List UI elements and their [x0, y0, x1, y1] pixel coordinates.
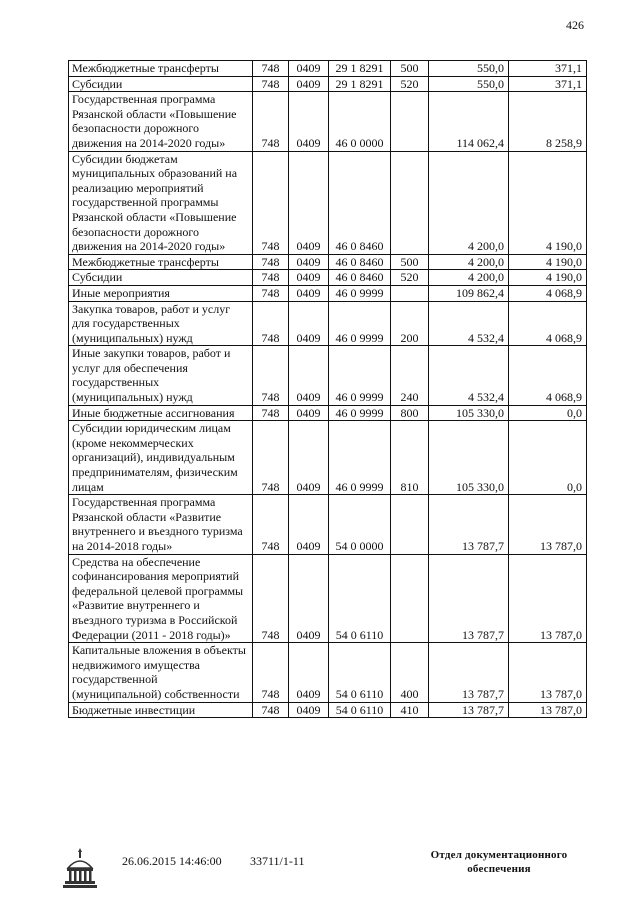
cell-section-code: 0409: [289, 346, 329, 405]
cell-expense-type: [391, 495, 429, 554]
cell-fact-amount: 371,1: [509, 76, 587, 92]
cell-admin-code: 748: [253, 285, 289, 301]
cell-expense-type: 410: [391, 702, 429, 718]
cell-target-code: 29 1 8291: [329, 76, 391, 92]
cell-admin-code: 748: [253, 405, 289, 421]
footer-datetime: 26.06.2015 14:46:00: [122, 854, 222, 868]
cell-expense-type: 810: [391, 421, 429, 495]
cell-expense-type: 800: [391, 405, 429, 421]
footer-document-code: 33711/1-11: [250, 854, 305, 868]
cell-admin-code: 748: [253, 495, 289, 554]
cell-fact-amount: 4 068,9: [509, 285, 587, 301]
cell-name: Капитальные вложения в объекты недвижимого имущества государственной (муниципальной) собственности: [69, 643, 253, 702]
cell-admin-code: 748: [253, 151, 289, 254]
cell-plan-amount: 105 330,0: [429, 421, 509, 495]
cell-section-code: 0409: [289, 285, 329, 301]
cell-admin-code: 748: [253, 254, 289, 270]
cell-plan-amount: 550,0: [429, 76, 509, 92]
cell-fact-amount: 0,0: [509, 421, 587, 495]
cell-name: Иные закупки товаров, работ и услуг для обеспечения государственных (муниципальных) нужд: [69, 346, 253, 405]
table-row: [69, 346, 587, 405]
cell-target-code: 46 0 9999: [329, 346, 391, 405]
cell-name: Средства на обеспечение софинансирования мероприятий федеральной целевой программы «Развитие внутреннего и въездного туризма в Российской Федерации (2011 - 2018 годы)»: [69, 554, 253, 643]
cell-expense-type: [391, 151, 429, 254]
table-row: [69, 421, 587, 495]
cell-section-code: 0409: [289, 495, 329, 554]
cell-expense-type: 500: [391, 61, 429, 77]
cell-name: Закупка товаров, работ и услуг для государственных (муниципальных) нужд: [69, 301, 253, 346]
table-row: [69, 254, 587, 270]
cell-name: Межбюджетные трансферты: [69, 254, 253, 270]
cell-fact-amount: 13 787,0: [509, 702, 587, 718]
cell-plan-amount: 4 200,0: [429, 270, 509, 286]
cell-expense-type: 200: [391, 301, 429, 346]
cell-name: Субсидии бюджетам муниципальных образований на реализацию мероприятий государственной программы Рязанской области «Повышение безопасности дорожного движения на 2014-2020 годы»: [69, 151, 253, 254]
cell-expense-type: 240: [391, 346, 429, 405]
cell-name: Межбюджетные трансферты: [69, 61, 253, 77]
cell-plan-amount: 13 787,7: [429, 702, 509, 718]
cell-plan-amount: 4 200,0: [429, 151, 509, 254]
cell-name: Иные бюджетные ассигнования: [69, 405, 253, 421]
cell-plan-amount: 13 787,7: [429, 554, 509, 643]
page-number: 426: [566, 18, 584, 32]
cell-admin-code: 748: [253, 270, 289, 286]
seal-emblem-icon: [60, 846, 100, 890]
cell-target-code: 46 0 9999: [329, 285, 391, 301]
cell-target-code: 54 0 6110: [329, 702, 391, 718]
cell-fact-amount: 4 068,9: [509, 346, 587, 405]
cell-admin-code: 748: [253, 76, 289, 92]
table-row: [69, 554, 587, 643]
cell-target-code: 46 0 0000: [329, 92, 391, 151]
cell-admin-code: 748: [253, 702, 289, 718]
cell-fact-amount: 8 258,9: [509, 92, 587, 151]
table-row: [69, 495, 587, 554]
cell-target-code: 54 0 6110: [329, 554, 391, 643]
cell-fact-amount: 4 190,0: [509, 254, 587, 270]
cell-name: Субсидии: [69, 270, 253, 286]
cell-plan-amount: 4 532,4: [429, 301, 509, 346]
cell-expense-type: [391, 285, 429, 301]
cell-name: Государственная программа Рязанской области «Повышение безопасности дорожного движения на 2014-2020 годы»: [69, 92, 253, 151]
cell-expense-type: 520: [391, 76, 429, 92]
cell-admin-code: 748: [253, 301, 289, 346]
cell-plan-amount: 550,0: [429, 61, 509, 77]
cell-section-code: 0409: [289, 92, 329, 151]
cell-section-code: 0409: [289, 301, 329, 346]
cell-section-code: 0409: [289, 270, 329, 286]
cell-target-code: 46 0 8460: [329, 151, 391, 254]
cell-fact-amount: 0,0: [509, 405, 587, 421]
cell-fact-amount: 4 068,9: [509, 301, 587, 346]
cell-section-code: 0409: [289, 702, 329, 718]
cell-fact-amount: 13 787,0: [509, 554, 587, 643]
table-row: [69, 92, 587, 151]
cell-plan-amount: 4 532,4: [429, 346, 509, 405]
cell-target-code: 46 0 8460: [329, 270, 391, 286]
cell-name: Субсидии: [69, 76, 253, 92]
cell-admin-code: 748: [253, 92, 289, 151]
cell-admin-code: 748: [253, 346, 289, 405]
table-row: [69, 61, 587, 77]
cell-section-code: 0409: [289, 554, 329, 643]
cell-section-code: 0409: [289, 254, 329, 270]
budget-table-wrapper: [68, 60, 587, 718]
cell-target-code: 46 0 9999: [329, 421, 391, 495]
cell-expense-type: [391, 92, 429, 151]
cell-section-code: 0409: [289, 61, 329, 77]
cell-admin-code: 748: [253, 554, 289, 643]
table-row: [69, 702, 587, 718]
cell-target-code: 54 0 6110: [329, 643, 391, 702]
table-row: [69, 270, 587, 286]
cell-admin-code: 748: [253, 643, 289, 702]
cell-target-code: 46 0 8460: [329, 254, 391, 270]
cell-fact-amount: 4 190,0: [509, 270, 587, 286]
cell-fact-amount: 13 787,0: [509, 495, 587, 554]
cell-expense-type: 520: [391, 270, 429, 286]
cell-section-code: 0409: [289, 421, 329, 495]
cell-section-code: 0409: [289, 643, 329, 702]
cell-section-code: 0409: [289, 151, 329, 254]
cell-expense-type: [391, 554, 429, 643]
footer-department: Отдел документационного обеспечения: [430, 849, 568, 875]
cell-plan-amount: 13 787,7: [429, 643, 509, 702]
table-row: [69, 301, 587, 346]
cell-name: Бюджетные инвестиции: [69, 702, 253, 718]
table-row: [69, 643, 587, 702]
cell-expense-type: 500: [391, 254, 429, 270]
cell-target-code: 29 1 8291: [329, 61, 391, 77]
cell-target-code: 46 0 9999: [329, 301, 391, 346]
cell-expense-type: 400: [391, 643, 429, 702]
table-row: [69, 151, 587, 254]
cell-section-code: 0409: [289, 76, 329, 92]
cell-name: Субсидии юридическим лицам (кроме некоммерческих организаций), индивидуальным предпринимателям, физическим лицам: [69, 421, 253, 495]
table-row: [69, 285, 587, 301]
budget-table: [68, 60, 587, 718]
budget-table-body: [69, 61, 587, 718]
cell-plan-amount: 105 330,0: [429, 405, 509, 421]
cell-admin-code: 748: [253, 61, 289, 77]
table-row: [69, 76, 587, 92]
cell-name: Государственная программа Рязанской области «Развитие внутреннего и въездного туризма на 2014-2018 годы»: [69, 495, 253, 554]
cell-fact-amount: 4 190,0: [509, 151, 587, 254]
cell-plan-amount: 114 062,4: [429, 92, 509, 151]
cell-fact-amount: 371,1: [509, 61, 587, 77]
cell-plan-amount: 4 200,0: [429, 254, 509, 270]
cell-name: Иные мероприятия: [69, 285, 253, 301]
cell-plan-amount: 109 862,4: [429, 285, 509, 301]
cell-fact-amount: 13 787,0: [509, 643, 587, 702]
cell-target-code: 46 0 9999: [329, 405, 391, 421]
cell-target-code: 54 0 0000: [329, 495, 391, 554]
cell-section-code: 0409: [289, 405, 329, 421]
table-row: [69, 405, 587, 421]
cell-plan-amount: 13 787,7: [429, 495, 509, 554]
cell-admin-code: 748: [253, 421, 289, 495]
